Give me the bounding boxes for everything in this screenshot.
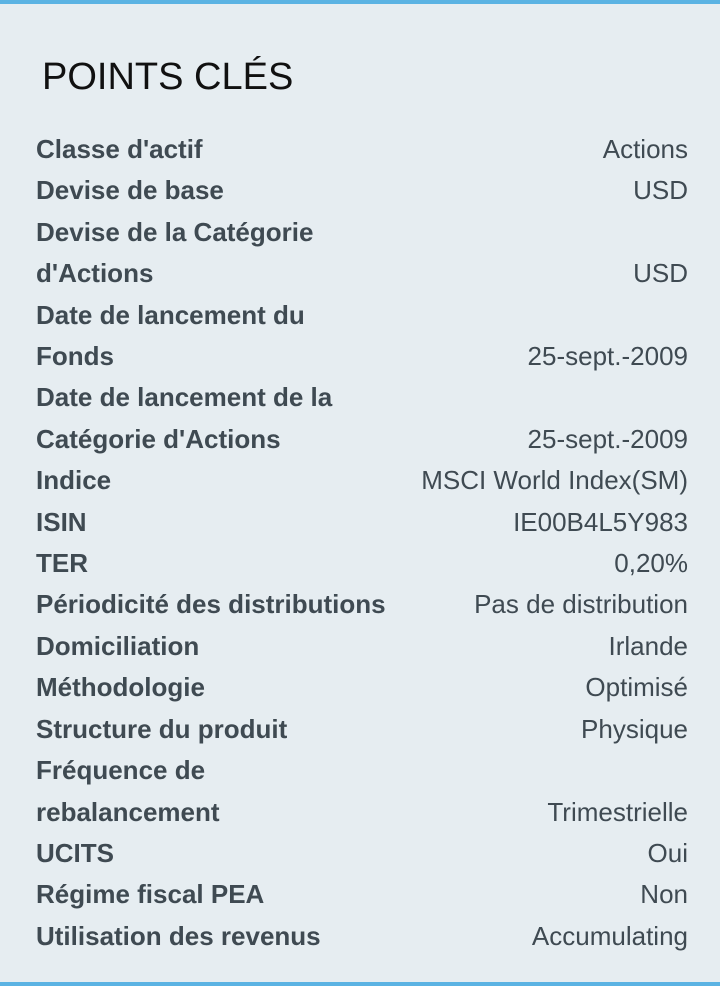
- row-value: Optimisé: [585, 672, 688, 703]
- row-label: Devise de base: [36, 175, 224, 206]
- row-value: Accumulating: [531, 920, 688, 951]
- row-label: Devise de la Catégorie d'Actions: [36, 216, 314, 289]
- row-asset-class: [36, 129, 688, 170]
- row-share-class-currency: [36, 212, 688, 295]
- row-label: Méthodologie: [36, 672, 205, 703]
- row-ter: [36, 543, 688, 584]
- row-label: Date de lancement de la Catégorie d'Actions: [36, 382, 333, 454]
- row-label: UCITS: [36, 837, 114, 868]
- row-value: Trimestrielle: [547, 796, 688, 827]
- key-points-list: [36, 129, 688, 957]
- row-label: Indice: [36, 465, 112, 496]
- row-label: Domiciliation: [36, 630, 200, 661]
- row-rebalance-frequency: [36, 750, 688, 833]
- row-label: Périodicité des distributions: [36, 589, 386, 620]
- row-value: Physique: [581, 713, 688, 744]
- row-value: 25-sept.-2009: [527, 423, 688, 454]
- row-label: Fréquence de rebalancement: [36, 755, 220, 827]
- row-value: USD: [633, 258, 688, 289]
- row-value: Oui: [647, 837, 688, 868]
- row-value: Pas de distribution: [474, 589, 688, 620]
- row-use-of-income: [36, 916, 688, 957]
- row-value: 25-sept.-2009: [527, 341, 688, 372]
- row-domicile: [36, 626, 688, 667]
- row-value: Actions: [602, 134, 688, 164]
- row-value: USD: [633, 175, 688, 206]
- row-label: Structure du produit: [36, 713, 288, 744]
- row-index: [36, 460, 688, 501]
- row-share-class-launch-date: [36, 377, 688, 460]
- row-label: Date de lancement du Fonds: [36, 299, 305, 372]
- row-distribution-frequency: [36, 584, 688, 625]
- row-isin: [36, 502, 688, 543]
- row-label: Utilisation des revenus: [36, 920, 321, 951]
- row-base-currency: [36, 170, 688, 211]
- row-value: MSCI World Index(SM): [421, 465, 688, 496]
- row-pea-tax-regime: [36, 874, 688, 915]
- row-label: Classe d'actif: [36, 134, 203, 164]
- row-value: Non: [640, 879, 688, 910]
- row-fund-launch-date: [36, 295, 688, 378]
- row-label: ISIN: [36, 506, 87, 537]
- row-value: Irlande: [608, 630, 688, 661]
- panel-title: POINTS CLÉS: [42, 56, 294, 98]
- row-label: TER: [36, 548, 88, 579]
- row-methodology: [36, 667, 688, 708]
- row-value: IE00B4L5Y983: [513, 506, 688, 537]
- row-product-structure: [36, 709, 688, 750]
- row-value: 0,20%: [614, 548, 688, 579]
- row-ucits: [36, 833, 688, 874]
- row-label: Régime fiscal PEA: [36, 879, 265, 910]
